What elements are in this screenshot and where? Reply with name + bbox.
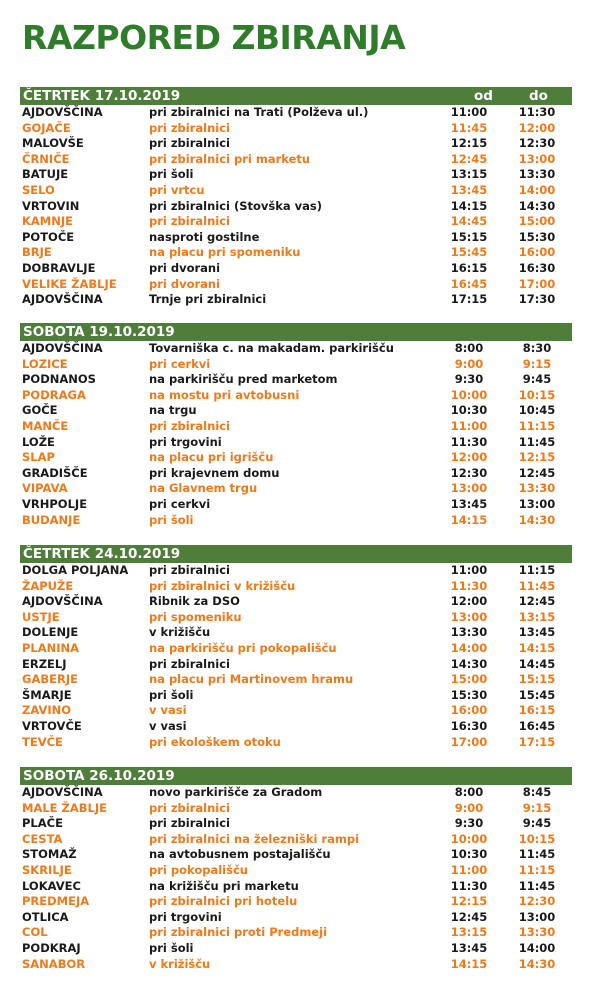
schedule-section	[20, 87, 572, 308]
row-place: STOMAŽ	[22, 847, 77, 862]
table-row	[20, 579, 572, 595]
row-location: pri šoli	[149, 167, 194, 182]
row-time-od: 11:45	[450, 120, 488, 135]
row-time-od: 12:15	[450, 894, 488, 909]
table-row	[20, 703, 572, 719]
table-row	[20, 152, 572, 168]
row-location: pri zbiralnici pri marketu	[149, 151, 311, 166]
row-location: pri zbiralnici	[149, 656, 230, 671]
row-time-do: 14:15	[518, 640, 556, 655]
row-time-od: 11:30	[450, 878, 488, 893]
table-row	[20, 719, 572, 735]
table-row	[20, 910, 572, 926]
section-header	[20, 767, 572, 785]
row-location: na parkirišču pred marketom	[149, 372, 338, 387]
row-place: ŽAPUŽE	[22, 578, 74, 593]
row-time-do: 11:45	[518, 434, 556, 449]
row-location: pri ekološkem otoku	[149, 734, 281, 749]
row-location: pri zbiralnici	[149, 800, 230, 815]
row-time-od: 14:00	[450, 640, 488, 655]
row-time-od: 15:30	[450, 687, 488, 702]
table-row	[20, 183, 572, 199]
row-location: v križišču	[149, 956, 211, 971]
table-row	[20, 879, 572, 895]
row-place: DOLGA POLJANA	[22, 563, 129, 577]
row-time-od: 11:30	[450, 434, 488, 449]
row-time-od: 10:30	[450, 403, 488, 418]
row-location: pri zbiralnici (Stovška vas)	[149, 198, 323, 213]
table-row	[20, 136, 572, 152]
row-time-od: 9:00	[454, 356, 484, 371]
row-location: pri zbiralnici v križišču	[149, 578, 296, 593]
table-row	[20, 292, 572, 308]
table-row	[20, 594, 572, 610]
table-row	[20, 625, 572, 641]
row-location: pri zbiralnici	[149, 136, 230, 151]
row-place: BUDANJE	[22, 512, 81, 527]
row-place: AJDOVŠČINA	[22, 292, 103, 307]
row-time-do: 9:45	[522, 372, 552, 387]
row-place: PODRAGA	[22, 387, 86, 402]
row-time-do: 13:30	[518, 925, 556, 940]
table-row	[20, 735, 572, 751]
section-date: ČETRTEK 24.10.2019	[23, 546, 181, 562]
row-time-do: 13:00	[518, 496, 556, 511]
row-location: na trgu	[149, 403, 197, 418]
row-place: LOŽE	[22, 434, 55, 449]
row-location: pri dvorani	[149, 276, 221, 291]
table-row	[20, 513, 572, 529]
row-time-do: 11:15	[518, 563, 556, 577]
row-time-od: 12:15	[450, 136, 488, 151]
table-row	[20, 657, 572, 673]
table-row	[20, 230, 572, 246]
row-time-od: 11:30	[450, 578, 488, 593]
row-time-od: 11:00	[450, 862, 488, 877]
table-row	[20, 481, 572, 497]
row-place: BRJE	[22, 245, 52, 260]
row-place: SKRILJE	[22, 862, 72, 877]
table-row	[20, 894, 572, 910]
table-row	[20, 167, 572, 183]
row-place: PLAČE	[22, 816, 63, 831]
table-row	[20, 419, 572, 435]
row-time-od: 14:30	[450, 656, 488, 671]
section-date: SOBOTA 26.10.2019	[23, 768, 175, 784]
table-row	[20, 403, 572, 419]
row-location: Ribnik za DSO	[149, 594, 240, 609]
row-place: AJDOVŠČINA	[22, 341, 103, 355]
row-place: SLAP	[22, 450, 55, 465]
row-time-do: 16:15	[518, 703, 556, 718]
table-row	[20, 801, 572, 817]
table-row	[20, 847, 572, 863]
row-time-od: 12:30	[450, 465, 488, 480]
row-time-od: 12:00	[450, 450, 488, 465]
row-location: pri trgovini	[149, 434, 222, 449]
row-time-od: 13:45	[450, 940, 488, 955]
schedule-rows	[20, 341, 572, 528]
row-time-do: 13:30	[518, 481, 556, 496]
row-location: na placu pri spomeniku	[149, 245, 301, 260]
row-place: CESTA	[22, 831, 63, 846]
row-time-do: 9:15	[522, 800, 552, 815]
row-time-do: 12:00	[518, 120, 556, 135]
row-time-do: 10:45	[518, 403, 556, 418]
row-place: COL	[22, 925, 48, 940]
row-location: pri krajevnem domu	[149, 465, 280, 480]
row-place: MALE ŽABLJE	[22, 800, 107, 815]
row-time-od: 13:30	[450, 625, 488, 640]
row-location: pri šoli	[149, 687, 194, 702]
row-time-do: 15:00	[518, 214, 556, 229]
row-time-do: 9:45	[522, 816, 552, 831]
row-time-do: 17:15	[518, 734, 556, 749]
row-place: TEVČE	[22, 734, 63, 749]
row-time-od: 13:45	[450, 182, 488, 197]
row-time-do: 10:15	[518, 831, 556, 846]
row-time-do: 8:45	[522, 785, 552, 799]
row-time-do: 16:00	[518, 245, 556, 260]
row-location: pri vrtcu	[149, 182, 205, 197]
row-time-do: 11:45	[518, 578, 556, 593]
row-place: VRTOVIN	[22, 198, 80, 213]
row-place: AJDOVŠČINA	[22, 105, 103, 119]
row-place: GRADIŠČE	[22, 465, 88, 480]
row-location: pri trgovini	[149, 909, 222, 924]
table-row	[20, 941, 572, 957]
row-time-od: 13:45	[450, 496, 488, 511]
row-time-od: 16:45	[450, 276, 488, 291]
row-time-od: 11:00	[450, 105, 488, 119]
row-time-od: 9:00	[454, 800, 484, 815]
schedule-rows	[20, 563, 572, 750]
row-time-od: 10:00	[450, 831, 488, 846]
row-location: pri zbiralnici na železniški rampi	[149, 831, 360, 846]
row-time-do: 8:30	[522, 341, 552, 355]
row-location: na placu pri Martinovem hramu	[149, 672, 354, 687]
row-time-do: 16:30	[518, 260, 556, 275]
row-place: GABERJE	[22, 672, 78, 687]
row-location: pri pokopališču	[149, 862, 248, 877]
row-place: POTOČE	[22, 229, 75, 244]
row-location: na avtobusnem postajališču	[149, 847, 331, 862]
row-time-do: 15:15	[518, 672, 556, 687]
row-place: MANČE	[22, 418, 69, 433]
table-row	[20, 261, 572, 277]
row-time-do: 11:30	[518, 105, 556, 119]
row-location: v vasi	[149, 703, 187, 718]
table-row	[20, 199, 572, 215]
row-time-do: 13:45	[518, 625, 556, 640]
table-row	[20, 641, 572, 657]
row-time-od: 11:00	[450, 418, 488, 433]
row-place: AJDOVŠČINA	[22, 594, 103, 609]
row-location: na Glavnem trgu	[149, 481, 258, 496]
column-do-label: do	[529, 88, 548, 104]
row-time-do: 14:00	[518, 182, 556, 197]
row-place: PODKRAJ	[22, 940, 81, 955]
row-time-od: 15:15	[450, 229, 488, 244]
row-place: AJDOVŠČINA	[22, 785, 103, 799]
row-location: Trnje pri zbiralnici	[149, 292, 267, 307]
row-time-od: 15:00	[450, 672, 488, 687]
row-time-od: 16:30	[450, 718, 488, 733]
table-row	[20, 785, 572, 801]
table-row	[20, 357, 572, 373]
row-location: pri zbiralnici	[149, 214, 230, 229]
row-location: v križišču	[149, 625, 211, 640]
table-row	[20, 105, 572, 121]
table-row	[20, 610, 572, 626]
row-time-do: 11:15	[518, 418, 556, 433]
row-time-do: 14:00	[518, 940, 556, 955]
row-location: pri zbiralnici	[149, 816, 230, 831]
row-time-do: 15:30	[518, 229, 556, 244]
table-row	[20, 816, 572, 832]
row-time-do: 11:45	[518, 847, 556, 862]
row-place: PREDMEJA	[22, 894, 90, 909]
table-row	[20, 245, 572, 261]
row-location: pri zbiralnici proti Predmeji	[149, 925, 328, 940]
row-time-od: 12:00	[450, 594, 488, 609]
row-place: USTJE	[22, 609, 60, 624]
schedule-section	[20, 323, 572, 528]
row-time-do: 12:15	[518, 450, 556, 465]
row-time-od: 13:00	[450, 481, 488, 496]
row-place: ŠMARJE	[22, 687, 72, 702]
row-time-do: 14:30	[518, 512, 556, 527]
row-time-do: 11:45	[518, 878, 556, 893]
row-location: pri zbiralnici	[149, 120, 230, 135]
row-location: nasproti gostilne	[149, 229, 260, 244]
table-row	[20, 863, 572, 879]
row-time-od: 12:45	[450, 909, 488, 924]
row-time-do: 13:30	[518, 167, 556, 182]
row-location: Tovarniška c. na makadam. parkirišču	[149, 341, 394, 355]
row-place: LOZICE	[22, 356, 68, 371]
row-place: SANABOR	[22, 956, 86, 971]
row-place: OTLICA	[22, 909, 69, 924]
row-time-od: 8:00	[454, 341, 484, 355]
row-location: pri zbiralnici	[149, 418, 230, 433]
row-time-od: 16:15	[450, 260, 488, 275]
row-time-od: 15:45	[450, 245, 488, 260]
row-time-od: 17:15	[450, 292, 488, 307]
row-time-do: 14:30	[518, 956, 556, 971]
row-place: ERZELJ	[22, 656, 67, 671]
table-row	[20, 435, 572, 451]
row-place: PODNANOS	[22, 372, 96, 387]
row-location: pri šoli	[149, 940, 194, 955]
row-place: BATUJE	[22, 167, 69, 182]
row-time-do: 13:00	[518, 151, 556, 166]
row-time-od: 13:15	[450, 925, 488, 940]
schedule-rows	[20, 785, 572, 972]
section-header	[20, 87, 572, 105]
row-location: pri cerkvi	[149, 496, 211, 511]
row-time-do: 17:00	[518, 276, 556, 291]
row-place: KAMNJE	[22, 214, 74, 229]
row-location: v vasi	[149, 718, 187, 733]
row-time-od: 9:30	[454, 372, 484, 387]
row-time-od: 10:30	[450, 847, 488, 862]
table-row	[20, 277, 572, 293]
table-row	[20, 388, 572, 404]
row-time-do: 12:45	[518, 465, 556, 480]
row-location: na mostu pri avtobusni	[149, 387, 300, 402]
table-row	[20, 563, 572, 579]
row-place: ZAVINO	[22, 703, 72, 718]
row-place: DOLENJE	[22, 625, 79, 640]
row-location: na placu pri igrišču	[149, 450, 274, 465]
row-place: DOBRAVLJE	[22, 260, 96, 275]
column-od-label: od	[474, 88, 493, 104]
table-row	[20, 688, 572, 704]
section-date: ČETRTEK 17.10.2019	[23, 88, 181, 104]
row-place: GOČE	[22, 403, 58, 418]
row-location: pri spomeniku	[149, 609, 242, 624]
row-time-do: 17:30	[518, 292, 556, 307]
row-time-od: 8:00	[454, 785, 484, 799]
row-place: VIPAVA	[22, 481, 68, 496]
row-time-do: 10:15	[518, 387, 556, 402]
table-row	[20, 672, 572, 688]
row-time-od: 14:15	[450, 956, 488, 971]
row-time-do: 16:45	[518, 718, 556, 733]
row-place: LOKAVEC	[22, 878, 81, 893]
row-time-do: 12:45	[518, 594, 556, 609]
row-time-do: 14:30	[518, 198, 556, 213]
row-location: na križišču pri marketu	[149, 878, 299, 893]
row-place: PLANINA	[22, 640, 80, 655]
table-row	[20, 957, 572, 973]
table-row	[20, 372, 572, 388]
table-row	[20, 214, 572, 230]
row-time-do: 11:15	[518, 862, 556, 877]
row-time-do: 15:45	[518, 687, 556, 702]
row-time-do: 12:30	[518, 136, 556, 151]
row-location: pri zbiralnici na Trati (Polževa ul.)	[149, 105, 369, 119]
row-time-do: 13:00	[518, 909, 556, 924]
section-date: SOBOTA 19.10.2019	[23, 324, 175, 340]
row-place: VRHPOLJE	[22, 496, 88, 511]
row-place: SELO	[22, 182, 55, 197]
row-time-od: 17:00	[450, 734, 488, 749]
schedule-rows	[20, 105, 572, 308]
row-location: pri šoli	[149, 512, 194, 527]
schedule-section	[20, 545, 572, 750]
row-location: pri zbiralnici pri hotelu	[149, 894, 298, 909]
row-time-do: 12:30	[518, 894, 556, 909]
row-location: novo parkirišče za Gradom	[149, 785, 323, 799]
section-header	[20, 323, 572, 341]
row-place: GOJAČE	[22, 120, 71, 135]
table-row	[20, 341, 572, 357]
page-title: RAZPORED ZBIRANJA	[22, 18, 406, 57]
row-time-od: 13:00	[450, 609, 488, 624]
row-time-do: 13:15	[518, 609, 556, 624]
row-time-od: 14:15	[450, 512, 488, 527]
row-time-od: 16:00	[450, 703, 488, 718]
table-row	[20, 832, 572, 848]
row-time-od: 9:30	[454, 816, 484, 831]
row-time-od: 14:45	[450, 214, 488, 229]
row-time-od: 11:00	[450, 563, 488, 577]
row-place: MALOVŠE	[22, 136, 84, 151]
table-row	[20, 925, 572, 941]
schedule-section	[20, 767, 572, 972]
table-row	[20, 497, 572, 513]
row-time-od: 13:15	[450, 167, 488, 182]
table-row	[20, 450, 572, 466]
row-time-od: 14:15	[450, 198, 488, 213]
row-time-do: 14:45	[518, 656, 556, 671]
section-header	[20, 545, 572, 563]
row-place: VELIKE ŽABLJE	[22, 276, 117, 291]
row-time-do: 9:15	[522, 356, 552, 371]
row-location: pri dvorani	[149, 260, 221, 275]
row-location: na parkirišču pri pokopališču	[149, 640, 337, 655]
row-place: VRTOVČE	[22, 718, 82, 733]
row-location: pri cerkvi	[149, 356, 211, 371]
row-time-od: 10:00	[450, 387, 488, 402]
row-time-od: 12:45	[450, 151, 488, 166]
table-row	[20, 121, 572, 137]
table-row	[20, 466, 572, 482]
row-place: ČRNIČE	[22, 151, 70, 166]
row-location: pri zbiralnici	[149, 563, 230, 577]
